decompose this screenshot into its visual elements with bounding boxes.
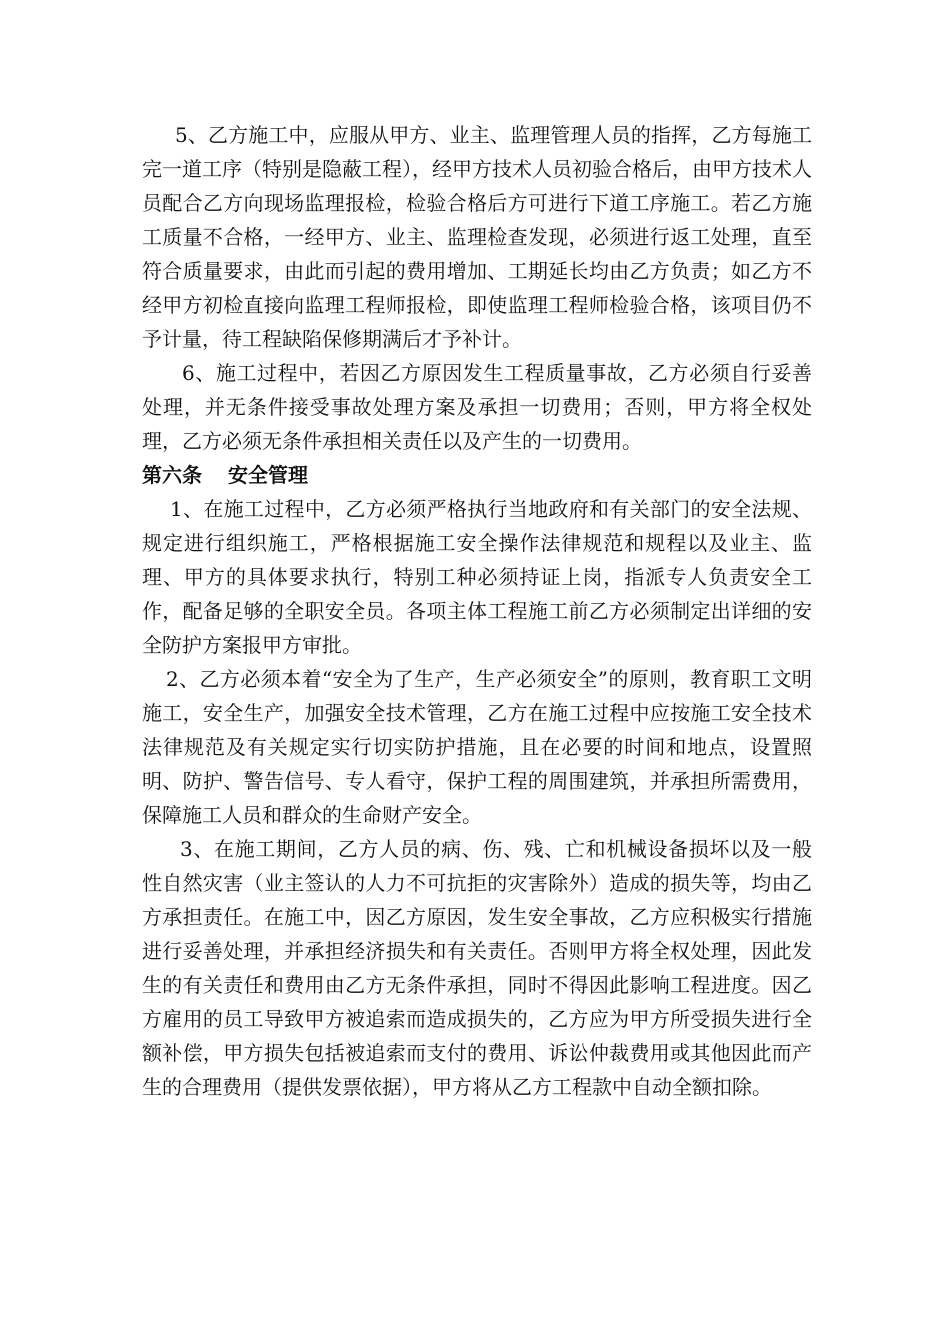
section-title: 安全管理 — [228, 463, 308, 487]
safety-item-3: 3、在施工期间，乙方人员的病、伤、残、亡和机械设备损坏以及一般性自然灾害（业主签认的人力不可抗拒的灾害除外）造成的损失等，均由乙方承担责任。在施工中，因乙方原因，发生安全事故，乙方应积极实行措施进行妥善处理，并承担经济损失和有关责任。否则甲方将全权处理，因此发生的有关责任和费用由乙方无条件承担，同时不得因此影响工程进度。因乙方雇用的员工导致甲方被追索而造成损失的，乙方应为甲方所受损失进行全额补偿，甲方损失包括被追索而支付的费用、诉讼仲裁费用或其他因此而产生的合理费用（提供发票依据），甲方将从乙方工程款中自动全额扣除。 — [142, 837, 812, 1099]
safety-item-2: 2、乙方必须本着“安全为了生产，生产必须安全”的原则，教育职工文明施工，安全生产，加强安全技术管理，乙方在施工过程中应按施工安全技术法律规范及有关规定实行切实防护措施，且在必要的时间和地点，设置照明、防护、警告信号、专人看守，保护工程的周围建筑，并承担所需费用，保障施工人员和群众的生命财产安全。 — [142, 667, 812, 827]
paragraph-item-6: 6、施工过程中，若因乙方原因发生工程质量事故，乙方必须自行妥善处理，并无条件接受事故处理方案及承担一切费用；否则，甲方将全权处理，乙方必须无条件承担相关责任以及产生的一切费用。 — [142, 361, 812, 453]
safety-item-1: 1、在施工过程中，乙方必须严格执行当地政府和有关部门的安全法规、规定进行组织施工，严格根据施工安全操作法律规范和规程以及业主、监理、甲方的具体要求执行，特别工种必须持证上岗，指派专人负责安全工作，配备足够的全职安全员。各项主体工程施工前乙方必须制定出详细的安全防护方案报甲方审批。 — [142, 497, 812, 657]
section-number: 第六条 — [142, 463, 202, 487]
document-body — [142, 118, 812, 1104]
section-heading — [142, 458, 812, 492]
paragraph-item-5: 5、乙方施工中，应服从甲方、业主、监理管理人员的指挥，乙方每施工完一道工序（特别是隐蔽工程），经甲方技术人员初验合格后，由甲方技术人员配合乙方向现场监理报检，检验合格后方可进行下道工序施工。若乙方施工质量不合格，一经甲方、业主、监理检查发现，必须进行返工处理，直至符合质量要求，由此而引起的费用增加、工期延长均由乙方负责；如乙方不经甲方初检直接向监理工程师报检，即使监理工程师检验合格，该项目仍不予计量，待工程缺陷保修期满后才予补计。 — [142, 123, 812, 351]
